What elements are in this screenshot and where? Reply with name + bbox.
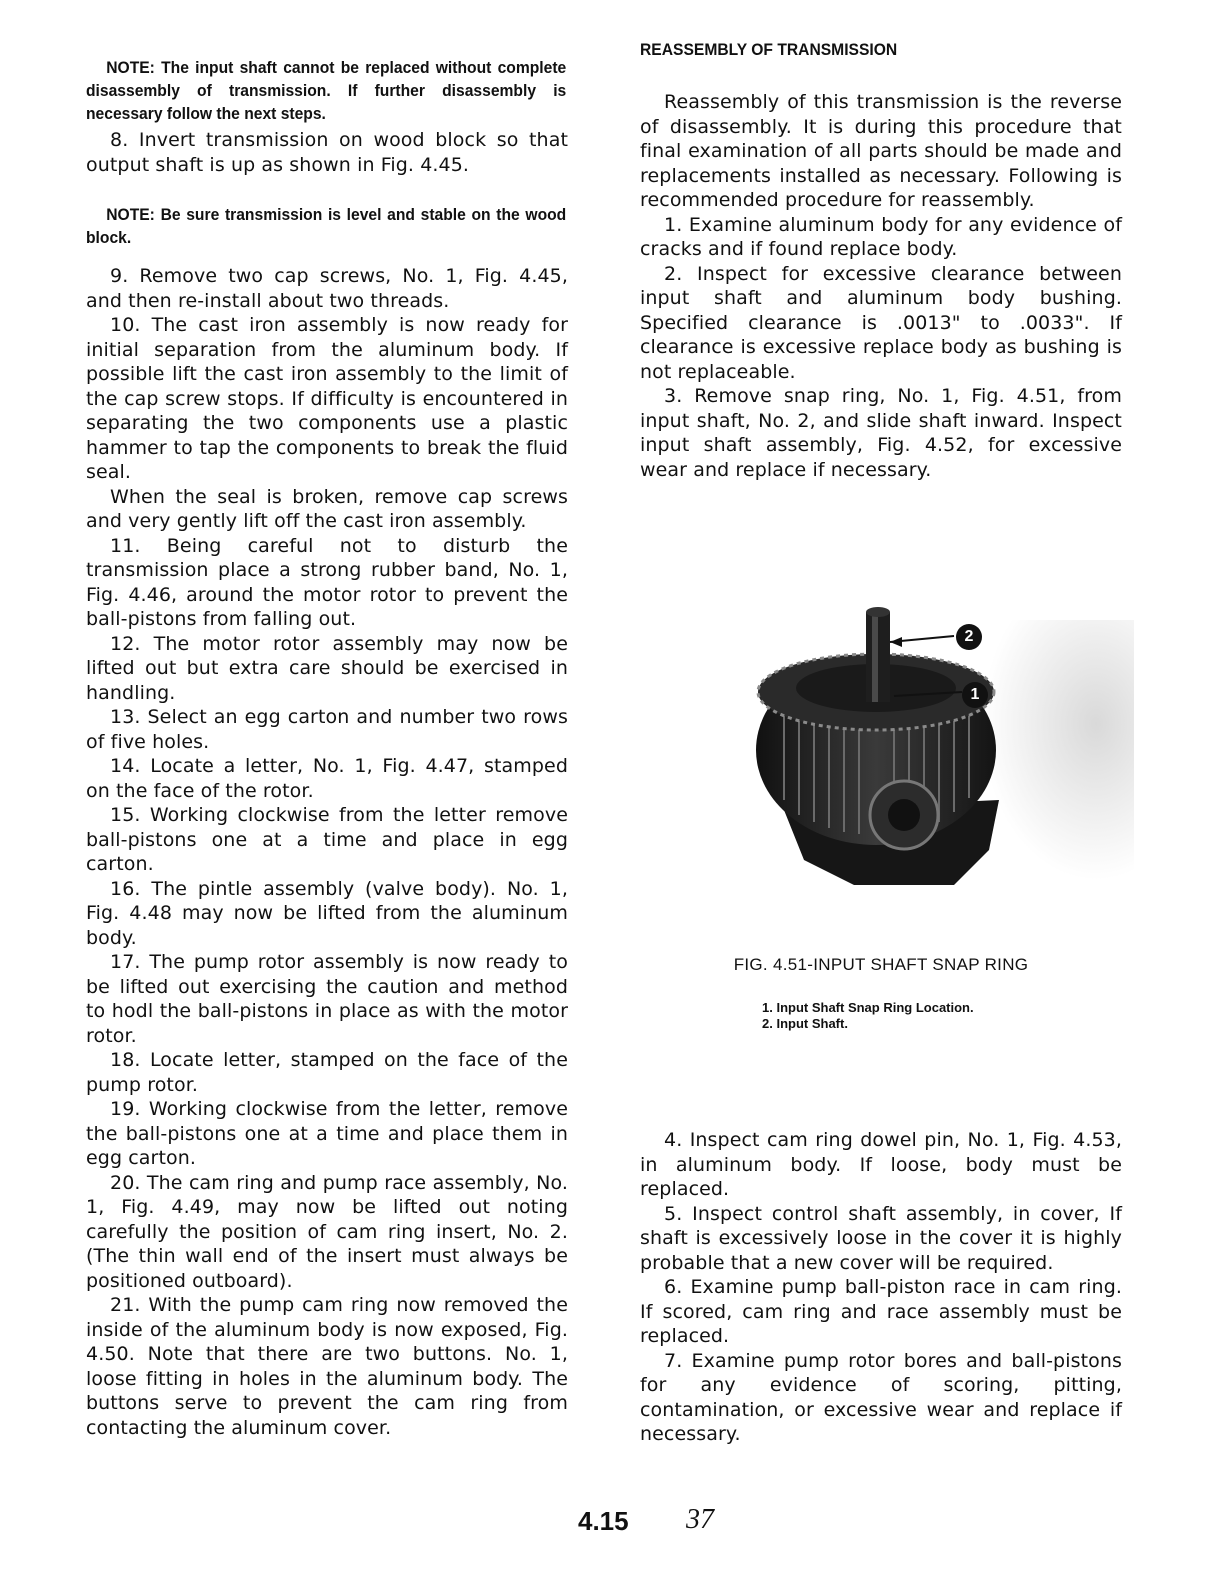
- legend-item-2: 2. Input Shaft.: [762, 1016, 848, 1031]
- legend-item-1: 1. Input Shaft Snap Ring Location.: [762, 1000, 974, 1015]
- reassembly-paragraph: 5. Inspect control shaft assembly, in cover, If shaft is excessively loose in the cover it is highly probable that a new cover will be required.: [640, 1202, 1122, 1274]
- reassembly-paragraph: 3. Remove snap ring, No. 1, Fig. 4.51, from input shaft, No. 2, and slide shaft inward. Inspect input shaft assembly, Fig. 4.52, for excessive wear and replace if necessary.: [640, 385, 1122, 481]
- note-input-shaft: [86, 56, 566, 125]
- reassembly-paragraph: 1. Examine aluminum body for any evidence of cracks and if found replace body.: [640, 213, 1122, 260]
- reassembly-paragraph: 4. Inspect cam ring dowel pin, No. 1, Fig. 4.53, in aluminum body. If loose, body must be replaced.: [640, 1129, 1122, 1200]
- transmission-photo: [744, 600, 1134, 910]
- reassembly-paragraph: Reassembly of this transmission is the reverse of disassembly. It is during this procedure that final examination of all parts should be made and replacements installed as necessary. Following is recommended procedure for reassembly.: [640, 91, 1122, 211]
- reassembly-paragraph: 2. Inspect for excessive clearance between input shaft and aluminum body bushing. Specified clearance is .0013" to .0033". If clearance is excessive replace body as bushing is not replaceable.: [640, 262, 1122, 383]
- step-paragraph: 9. Remove two cap screws, No. 1, Fig. 4.45, and then re-install about two threads.: [86, 265, 568, 312]
- figure-legend: [762, 1000, 974, 1032]
- section-heading: REASSEMBLY OF TRANSMISSION: [640, 40, 898, 59]
- reassembly-paragraph: 6. Examine pump ball-piston race in cam ring. If scored, cam ring and race assembly must be replaced.: [640, 1276, 1122, 1347]
- note-input-shaft-text: NOTE: The input shaft cannot be replaced without complete disassembly of transmission. If further disassembly is necessary follow the next steps.: [86, 58, 567, 123]
- right-steps-top: [640, 90, 1122, 482]
- step-paragraph: 16. The pintle assembly (valve body). No. 1, Fig. 4.48 may now be lifted from the aluminum body.: [86, 877, 568, 949]
- step-8: 8. Invert transmission on wood block so that output shaft is up as shown in Fig. 4.45.: [86, 129, 568, 176]
- right-steps-bottom: [640, 1128, 1122, 1447]
- step-paragraph: 18. Locate letter, stamped on the face of the pump rotor.: [86, 1049, 568, 1096]
- step-paragraph: 12. The motor rotor assembly may now be lifted out but extra care should be exercised in handling.: [86, 632, 568, 704]
- step-paragraph: 14. Locate a letter, No. 1, Fig. 4.47, stamped on the face of the rotor.: [86, 755, 568, 802]
- step-paragraph: 15. Working clockwise from the letter remove ball-pistons one at a time and place in egg carton.: [86, 804, 568, 875]
- step-paragraph: 20. The cam ring and pump race assembly, No. 1, Fig. 4.49, may now be lifted out noting carefully the position of cam ring insert, No. 2. (The thin wall end of the insert must always be positioned outboard).: [86, 1171, 568, 1292]
- callout-2: 2: [956, 624, 982, 650]
- figure-caption: FIG. 4.51-INPUT SHAFT SNAP RING: [733, 955, 1029, 974]
- step-paragraph: 11. Being careful not to disturb the transmission place a strong rubber band, No. 1, Fig. 4.46, around the motor rotor to prevent the ball-pistons from falling out.: [86, 534, 568, 630]
- reassembly-paragraph: 7. Examine pump rotor bores and ball-pistons for any evidence of scoring, pitting, contamination, or excessive wear and replace if necessary.: [640, 1349, 1122, 1445]
- figure-input-shaft-photo: [744, 600, 1134, 910]
- step-paragraph: 13. Select an egg carton and number two rows of five holes.: [86, 706, 568, 753]
- left-steps: [86, 264, 568, 1440]
- step-paragraph: 21. With the pump cam ring now removed the inside of the aluminum body is now exposed, Fig. 4.50. Note that there are two buttons. No. 1, loose fitting in holes in the aluminum body. The buttons serve to prevent the cam ring from contacting the aluminum cover.: [86, 1294, 568, 1439]
- step-paragraph: When the seal is broken, remove cap screws and very gently lift off the cast iron assembly.: [86, 485, 568, 532]
- note-level-stable-text: NOTE: Be sure transmission is level and stable on the wood block.: [86, 205, 567, 247]
- step-paragraph: 10. The cast iron assembly is now ready for initial separation from the aluminum body. If possible lift the cast iron assembly to the limit of the cap screw stops. If difficulty is encountered in separating the two components use a plastic hammer to tap the components to break the fluid seal.: [86, 314, 568, 483]
- callout-1: 1: [962, 682, 988, 708]
- step-paragraph: 17. The pump rotor assembly is now ready to be lifted out exercising the caution and method to hodl the ball-pistons in place as with the motor rotor.: [86, 951, 568, 1047]
- note-level-stable: [86, 203, 566, 249]
- step-paragraph: 19. Working clockwise from the letter, remove the ball-pistons one at a time and place them in egg carton.: [86, 1098, 568, 1169]
- section-number: 4.15: [578, 1506, 629, 1536]
- page-number: 37: [686, 1504, 714, 1535]
